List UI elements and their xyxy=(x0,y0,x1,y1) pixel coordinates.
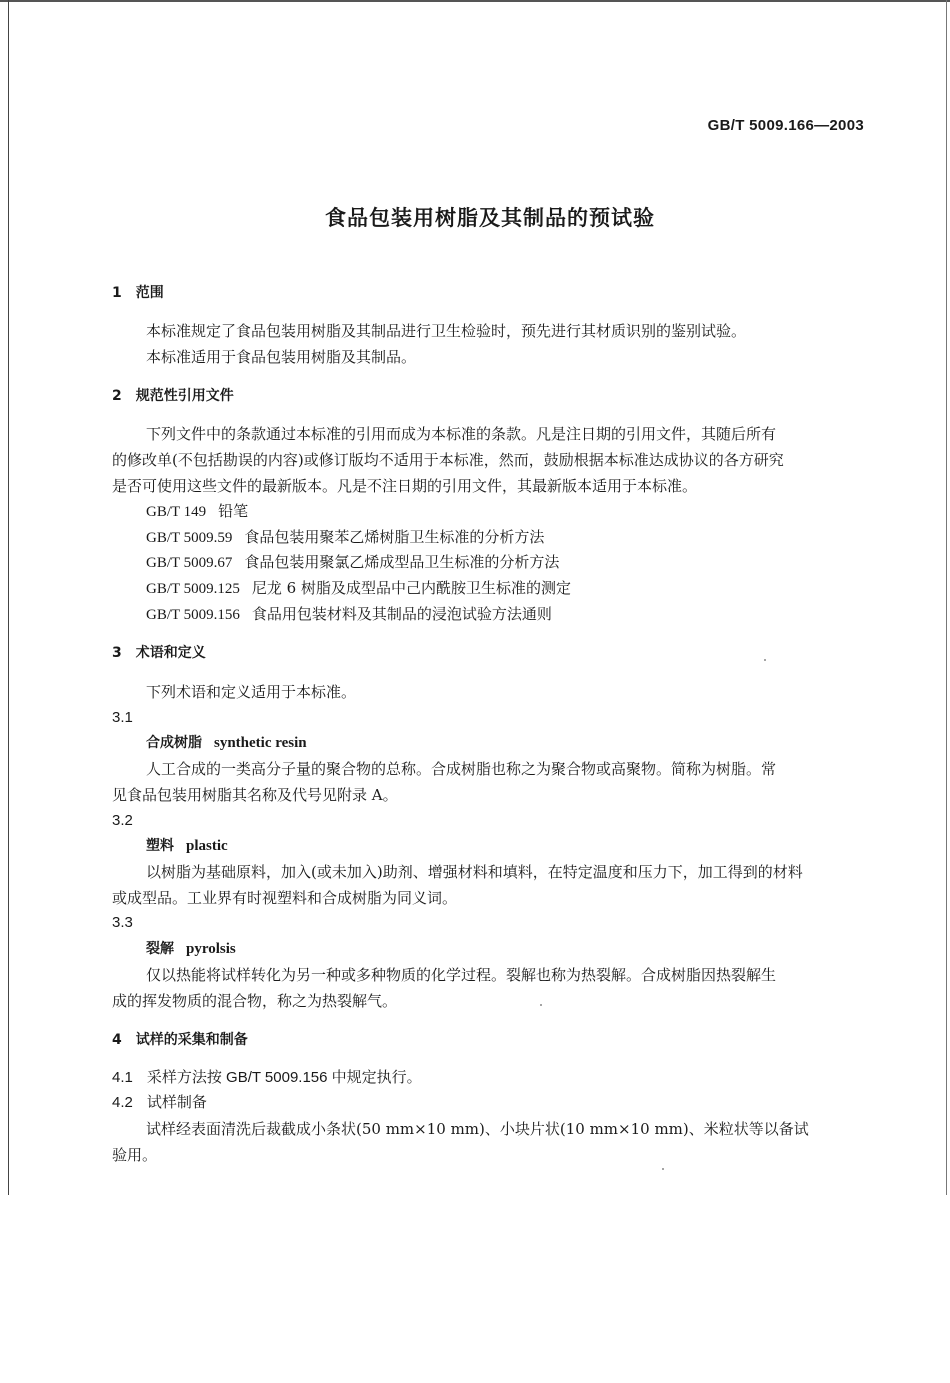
term-definition-line: 成的挥发物质的混合物，称之为热裂解气。 xyxy=(112,992,398,1010)
prep-line: 验用。 xyxy=(112,1146,158,1164)
term-number: 3.3 xyxy=(112,914,133,931)
term-number: 3.1 xyxy=(112,709,133,726)
scan-edge-top xyxy=(0,0,950,2)
reference-item: GB/T 5009.156 食品用包装材料及其制品的浸泡试验方法通则 xyxy=(146,605,552,623)
scan-edge-left xyxy=(8,0,9,1195)
term-heading: 合成树脂 synthetic resin xyxy=(146,735,307,751)
term-heading: 塑料 plastic xyxy=(146,838,228,854)
section-2-intro-line: 是否可使用这些文件的最新版本。凡是不注日期的引用文件，其最新版本适用于本标准。 xyxy=(112,477,698,495)
reference-item: GB/T 5009.125 尼龙 6 树脂及成型品中己内酰胺卫生标准的测定 xyxy=(146,579,571,597)
scan-edge-right xyxy=(946,0,947,1195)
section-1-paragraph: 本标准规定了食品包装用树脂及其制品进行卫生检验时，预先进行其材质识别的鉴别试验。 xyxy=(146,322,747,340)
section-1-heading: 1 范围 xyxy=(112,285,164,301)
term-definition-line: 以树脂为基础原料，加入(或未加入)助剂、增强材料和填料，在特定温度和压力下，加工得到的材料 xyxy=(146,863,803,881)
term-number: 3.2 xyxy=(112,812,133,829)
term-definition-line: 人工合成的一类高分子量的聚合物的总称。合成树脂也称之为聚合物或高聚物。简称为树脂。常 xyxy=(146,760,777,778)
page-title: 食品包装用树脂及其制品的预试验 xyxy=(325,206,655,230)
section-3-heading: 3 术语和定义 xyxy=(112,645,206,661)
subsection-item: 4.1 采样方法按 GB/T 5009.156 中规定执行。 xyxy=(112,1069,422,1086)
reference-item: GB/T 5009.67 食品包装用聚氯乙烯成型品卫生标准的分析方法 xyxy=(146,553,560,571)
section-4-heading: 4 试样的采集和制备 xyxy=(112,1032,248,1048)
term-heading: 裂解 pyrolsis xyxy=(146,941,236,957)
section-2-intro-line: 下列文件中的条款通过本标准的引用而成为本标准的条款。凡是注日期的引用文件，其随后所有 xyxy=(146,425,777,443)
reference-item: GB/T 5009.59 食品包装用聚苯乙烯树脂卫生标准的分析方法 xyxy=(146,528,545,546)
prep-line: 试样经表面清洗后裁截成小条状(50 mm×10 mm)、小块片状(10 mm×10 mm)、米粒状等以备试 xyxy=(146,1120,809,1138)
scan-speck xyxy=(540,1004,542,1006)
section-1-paragraph: 本标准适用于食品包装用树脂及其制品。 xyxy=(146,348,417,366)
section-2-intro-line: 的修改单(不包括勘误的内容)或修订版均不适用于本标准，然而，鼓励根据本标准达成协议的各方研究 xyxy=(112,451,784,469)
standard-code: GB/T 5009.166—2003 xyxy=(707,117,864,134)
section-2-heading: 2 规范性引用文件 xyxy=(112,388,234,404)
scan-speck xyxy=(662,1168,664,1170)
section-5-heading-cutoff xyxy=(112,1186,212,1195)
subsection-item: 4.2 试样制备 xyxy=(112,1094,207,1111)
term-definition-line: 或成型品。工业界有时视塑料和合成树脂为同义词。 xyxy=(112,889,458,907)
term-definition-line: 见食品包装用树脂其名称及代号见附录 A。 xyxy=(112,786,398,804)
scan-speck xyxy=(764,659,766,661)
term-definition-line: 仅以热能将试样转化为另一种或多种物质的化学过程。裂解也称为热裂解。合成树脂因热裂解生 xyxy=(146,966,777,984)
reference-item: GB/T 149 铅笔 xyxy=(146,502,249,520)
section-3-intro: 下列术语和定义适用于本标准。 xyxy=(146,683,357,701)
